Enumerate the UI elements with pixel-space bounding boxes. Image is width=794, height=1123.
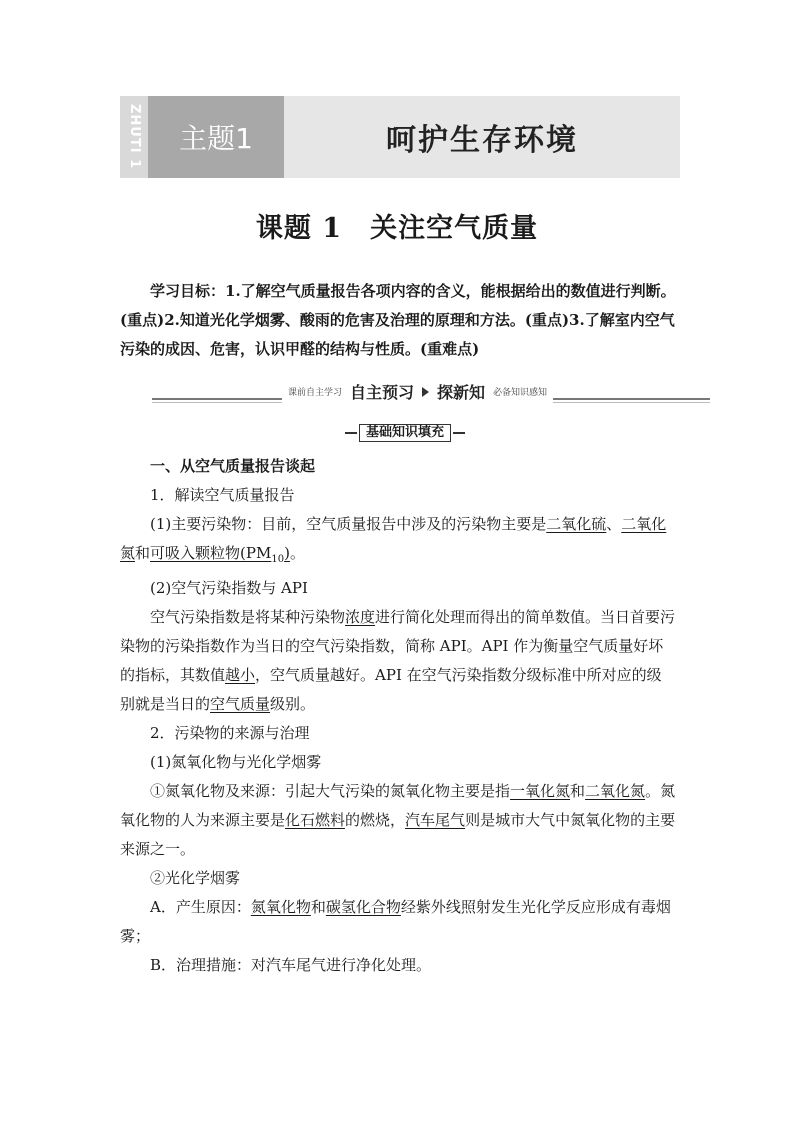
topic-tab: 主题1 [148,96,284,178]
text: 可吸入颗粒物(PM [150,544,272,562]
text: 级别。 [270,695,316,713]
text: A．产生原因： [150,898,251,916]
text: 。 [289,544,305,562]
paragraph-smog-heading: ②光化学烟雾 [150,869,241,887]
text: 和 [135,544,151,562]
topic-title: 呵护生存环境 [386,123,578,158]
text: 和 [570,782,586,800]
heading-2-2: 2．污染物的来源与治理 [150,724,310,742]
text: 空气污染指数是将某种污染物 [150,608,346,626]
section-label [282,380,553,403]
paragraph-pollutants [120,510,676,574]
text: ) [284,544,290,562]
answer-blank: 二氧化氮 [120,515,667,562]
dash-right [453,432,465,434]
text: 经紫外线照射发生光化学反应形成有毒烟雾； [120,898,671,945]
text: ①氮氧化物及来源：引起大气污染的氮氧化物主要是指 [150,782,511,800]
subscript: 10 [271,554,285,565]
paragraph-smog-cause [120,893,676,951]
paragraph-nox-heading: (1)氮氧化物与光化学烟雾 [150,753,322,771]
text: (1)主要污染物：目前，空气质量报告中涉及的污染物主要是 [150,515,547,533]
learning-objectives: 学习目标：1.了解空气质量报告各项内容的含义，能根据给出的数值进行判断。(重点)2.知道光化学烟雾、酸雨的危害及治理的原理和方法。(重点)3.了解室内空气污染的成因、危害，认识甲醛的结构与性质。(重难点) [120,282,676,358]
subheading-label: 基础知识填充 [359,424,451,442]
section-main-a: 自主预习 [350,383,415,402]
banner-vertical-text: ZHUTI 1 [120,96,148,178]
answer-blank: 越小 [225,666,256,684]
subheading-box [345,424,465,442]
paragraph-api-heading: (2)空气污染指数与 API [150,579,308,597]
text: 。氮氧化物的人为来源主要是 [120,782,676,829]
text: 、 [606,515,622,533]
arrow-icon [422,387,429,397]
section-left-caption: 课前自主学习 [288,388,343,398]
paragraph-nox [120,777,676,864]
answer-blank: 浓度 [345,608,376,626]
dash-left [345,432,357,434]
section-right-caption: 必备知识感知 [493,388,548,398]
text: ，空气质量越好。API 在空气污染指数分级标准中所对应的级别就是当日的 [120,666,662,713]
lesson-title: 课题 1 关注空气质量 [255,213,539,244]
content-body [120,452,676,980]
topic-banner [120,96,680,178]
text: 和 [310,898,326,916]
paragraph-api [120,603,676,719]
text: 的燃烧， [345,811,406,829]
heading-2-1: 1．解读空气质量报告 [150,486,295,504]
answer-blank: 二氧化硫 [546,515,607,533]
answer-blank: 空气质量 [210,695,271,713]
text: 进行简化处理而得出的简单数值。当日首要污染物的污染指数作为当日的空气污染指数，简称 API。API 作为衡量空气质量好坏的指标，其数值 [120,608,676,684]
answer-blank: 氮氧化物 [250,898,311,916]
answer-blank: 一氧化氮 [510,782,571,800]
text: 则是城市大气中氮氧化物的主要来源之一。 [120,811,676,858]
heading-1: 一、从空气质量报告谈起 [150,457,316,475]
paragraph-smog-measure: B．治理措施：对汽车尾气进行净化处理。 [150,956,432,974]
section-main-b: 探新知 [437,383,486,402]
answer-blank: 汽车尾气 [405,811,466,829]
answer-blank: 二氧化氮 [585,782,646,800]
answer-blank [150,544,290,565]
answer-blank: 化石燃料 [285,811,346,829]
section-divider [152,380,710,404]
answer-blank: 碳氢化合物 [325,898,401,916]
